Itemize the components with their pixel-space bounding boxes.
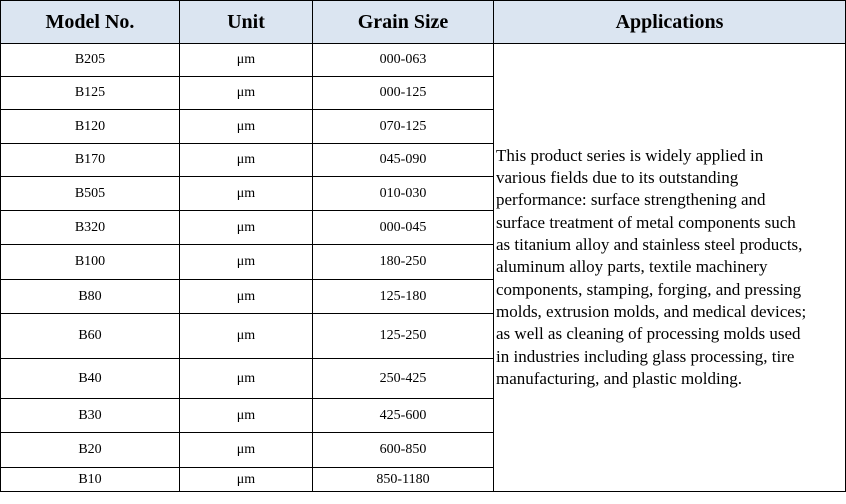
- cell-model: B505: [1, 177, 180, 211]
- cell-model: B40: [1, 359, 180, 399]
- cell-grain-size: 125-250: [313, 314, 494, 359]
- cell-model: B170: [1, 144, 180, 177]
- applications-text-line: components, stamping, forging, and pressing: [496, 279, 802, 299]
- cell-unit: μm: [180, 211, 313, 245]
- cell-grain-size: 000-063: [313, 44, 494, 77]
- cell-grain-size: 180-250: [313, 245, 494, 280]
- cell-model: B120: [1, 110, 180, 144]
- cell-model: B320: [1, 211, 180, 245]
- cell-unit: μm: [180, 177, 313, 211]
- cell-unit: μm: [180, 44, 313, 77]
- applications-text-line: aluminum alloy parts, textile machinery: [496, 257, 768, 277]
- cell-unit: μm: [180, 468, 313, 492]
- cell-unit: μm: [180, 110, 313, 144]
- cell-unit: μm: [180, 245, 313, 280]
- cell-grain-size: 425-600: [313, 399, 494, 433]
- cell-model: B125: [1, 77, 180, 110]
- applications-text-line: as well as cleaning of processing molds used: [496, 324, 801, 344]
- cell-model: B100: [1, 245, 180, 280]
- applications-text-line: in industries including glass processing, tire: [496, 346, 795, 366]
- cell-grain-size: 600-850: [313, 433, 494, 468]
- cell-model: B205: [1, 44, 180, 77]
- applications-text-line: performance: surface strengthening and: [496, 190, 766, 210]
- applications-text-line: surface treatment of metal components such: [496, 212, 796, 232]
- header-unit: Unit: [180, 1, 313, 44]
- header-grain-size: Grain Size: [313, 1, 494, 44]
- cell-unit: μm: [180, 280, 313, 314]
- applications-text-line: as titanium alloy and stainless steel products,: [496, 235, 803, 255]
- table-row: [1, 44, 846, 77]
- cell-unit: μm: [180, 144, 313, 177]
- cell-model: B20: [1, 433, 180, 468]
- table-header: [1, 1, 846, 44]
- applications-cell: [494, 44, 846, 492]
- applications-text-line: manufacturing, and plastic molding.: [496, 368, 742, 388]
- cell-grain-size: 010-030: [313, 177, 494, 211]
- cell-unit: μm: [180, 314, 313, 359]
- table-body: [1, 44, 846, 492]
- cell-unit: μm: [180, 433, 313, 468]
- cell-grain-size: 070-125: [313, 110, 494, 144]
- cell-model: B30: [1, 399, 180, 433]
- cell-grain-size: 045-090: [313, 144, 494, 177]
- header-row: [1, 1, 846, 44]
- cell-grain-size: 125-180: [313, 280, 494, 314]
- cell-model: B10: [1, 468, 180, 492]
- header-model-no: Model No.: [1, 1, 180, 44]
- cell-model: B80: [1, 280, 180, 314]
- cell-grain-size: 000-125: [313, 77, 494, 110]
- cell-unit: μm: [180, 359, 313, 399]
- applications-text-line: molds, extrusion molds, and medical devices;: [496, 301, 807, 321]
- applications-text-line: various fields due to its outstanding: [496, 168, 739, 188]
- cell-model: B60: [1, 314, 180, 359]
- cell-grain-size: 250-425: [313, 359, 494, 399]
- cell-unit: μm: [180, 77, 313, 110]
- header-applications: Applications: [494, 1, 846, 44]
- applications-text-line: This product series is widely applied in: [496, 145, 764, 165]
- cell-grain-size: 850-1180: [313, 468, 494, 492]
- cell-grain-size: 000-045: [313, 211, 494, 245]
- cell-unit: μm: [180, 399, 313, 433]
